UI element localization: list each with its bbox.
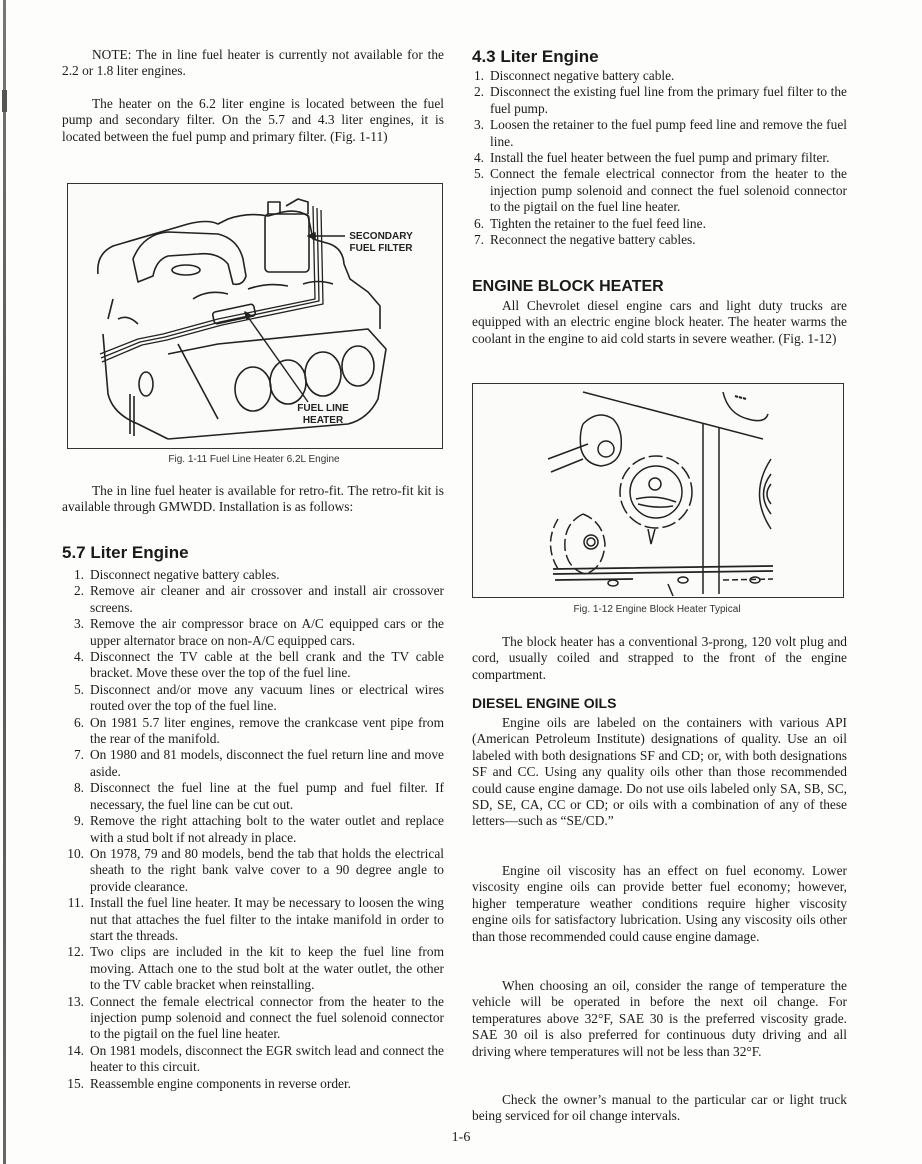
step-text: On 1980 and 81 models, disconnect the fuel return line and move aside. — [90, 747, 444, 779]
step-item — [462, 166, 847, 215]
step-number: 13. — [67, 993, 84, 1009]
step-item — [462, 216, 847, 232]
step-number: 3. — [473, 117, 484, 133]
callout-heater-line2: HEATER — [302, 414, 344, 426]
binding-mark — [2, 90, 7, 112]
step-item — [462, 232, 847, 248]
step-text: Install the fuel heater between the fuel pump and primary filter. — [490, 150, 830, 166]
step-text: Two clips are included in the kit to keep the fuel line from moving. Attach one to the stud bolt at the water outlet, the other to the TV cable bracket when reinstalling. — [90, 944, 444, 993]
step-item — [62, 846, 444, 895]
step-item — [62, 780, 444, 813]
step-text: Remove air cleaner and air crossover and install air crossover screens. — [90, 583, 444, 615]
note-paragraph: NOTE: The in line fuel heater is currently not available for the 2.2 or 1.8 liter engines. — [62, 47, 444, 79]
step-text: Connect the female electrical connector from the heater to the injection pump solenoid and connect the fuel solenoid connector to the pigtail on the fuel line heater. — [90, 993, 444, 1042]
engine-illustration — [68, 184, 442, 448]
step-text: Tighten the retainer to the fuel feed line. — [490, 215, 706, 231]
step-item — [462, 150, 847, 166]
step-number: 12. — [67, 944, 84, 960]
steps-4-3-liter-list — [462, 68, 847, 248]
step-number: 15. — [67, 1075, 84, 1091]
step-text: On 1981 models, disconnect the EGR switch lead and connect the heater to this circuit. — [90, 1042, 444, 1075]
step-item — [462, 84, 847, 117]
step-text: On 1978, 79 and 80 models, bend the tab that holds the electrical sheath to the right bank valve cover to a 90 degree angle to provide clearance. — [90, 845, 444, 894]
step-item — [62, 994, 444, 1043]
step-number: 3. — [73, 616, 84, 632]
oils-temperature-paragraph: When choosing an oil, consider the range of temperature the vehicle will be operated in before the next oil change. For temperatures above 32°F, SAE 30 is the preferred viscosity grade. SAE 30 oil is also preferred for continuous duty driving and all driving where temperatures will not be less than 32°F. — [472, 978, 847, 1059]
section-title-diesel-engine-oils: DIESEL ENGINE OILS — [472, 695, 617, 711]
intro-paragraph: The heater on the 6.2 liter engine is located between the fuel pump and secondary filter. On the 5.7 and 4.3 liter engines, it is located between the fuel pump and primary filter. (Fig. 1-11) — [62, 96, 444, 144]
section-title-4-3-liter: 4.3 Liter Engine — [472, 47, 599, 66]
steps-5-7-liter-list — [62, 567, 444, 1092]
step-item — [62, 715, 444, 748]
callout-secondary-fuel-filter — [346, 231, 416, 254]
step-item — [62, 747, 444, 780]
step-number: 10. — [67, 845, 84, 861]
step-item — [62, 895, 444, 944]
step-item — [62, 616, 444, 649]
figure-1-12-caption: Fig. 1-12 Engine Block Heater Typical — [573, 604, 741, 615]
step-number: 2. — [73, 583, 84, 599]
step-item — [62, 1076, 444, 1092]
step-item — [62, 649, 444, 682]
step-number: 7. — [73, 747, 84, 763]
step-text: Install the fuel line heater. It may be necessary to loosen the wing nut that attaches the fuel filter to the intake manifold in order to start the threads. — [90, 895, 444, 943]
page-binding-edge — [3, 0, 6, 1164]
step-number: 6. — [473, 215, 484, 231]
step-text: Disconnect negative battery cables. — [90, 567, 280, 582]
step-text: Remove the right attaching bolt to the water outlet and replace with a stud bolt if not already in place. — [90, 813, 444, 845]
step-text: Reconnect the negative battery cables. — [490, 232, 696, 248]
step-number: 6. — [73, 714, 84, 730]
block-heater-intro: All Chevrolet diesel engine cars and light duty trucks are equipped with an electric engine block heater. The heater warms the coolant in the engine to aid cold starts in severe weather. (Fig. 1-12) — [472, 298, 847, 346]
step-number: 1. — [73, 567, 84, 582]
callout-heater-line1: FUEL LINE — [297, 403, 349, 414]
step-item — [462, 117, 847, 150]
step-number: 7. — [473, 232, 484, 248]
step-text: Remove the air compressor brace on A/C equipped cars or the upper alternator brace on non-A/C equipped cars. — [90, 616, 444, 648]
step-text: Connect the female electrical connector from the heater to the injection pump solenoid and connect the fuel solenoid connector to the pigtail on the fuel line heater. — [490, 166, 847, 215]
step-item — [62, 583, 444, 616]
oils-viscosity-paragraph: Engine oil viscosity has an effect on fuel economy. Lower viscosity engine oils can provide better fuel economy; however, higher temperature weather conditions require higher viscosity engine oils for satisfactory lubrication. Using any viscosity oils other than those recommended could cause engine damage. — [472, 863, 847, 944]
step-number: 5. — [73, 681, 84, 697]
figure-engine-block-heater — [472, 383, 844, 598]
callout-secondary-line1: SECONDARY — [349, 231, 413, 242]
step-number: 11. — [67, 895, 84, 911]
section-title-engine-block-heater: ENGINE BLOCK HEATER — [472, 278, 664, 295]
step-item — [62, 567, 444, 583]
step-number: 8. — [73, 780, 84, 796]
step-text: Disconnect the fuel line at the fuel pump and fuel filter. If necessary, the fuel line can be cut out. — [90, 780, 444, 812]
step-text: Disconnect and/or move any vacuum lines or electrical wires routed over the top of the fuel line. — [90, 681, 444, 714]
block-heater-illustration — [473, 384, 843, 597]
callout-fuel-line-heater — [288, 403, 358, 426]
page-number: 1-6 — [451, 1130, 471, 1145]
step-item — [462, 68, 847, 84]
step-number: 9. — [73, 813, 84, 829]
figure-1-11-caption: Fig. 1-11 Fuel Line Heater 6.2L Engine — [168, 454, 340, 465]
step-number: 4. — [473, 150, 484, 166]
step-item — [62, 682, 444, 715]
retrofit-paragraph: The in line fuel heater is available for retro-fit. The retro-fit kit is available through GMWDD. Installation is as follows: — [62, 483, 444, 515]
step-number: 4. — [73, 649, 84, 665]
step-number: 14. — [67, 1042, 84, 1058]
step-item — [62, 944, 444, 993]
step-text: Disconnect the TV cable at the bell crank and the TV cable bracket. Move these over the top of the fuel line. — [90, 649, 444, 681]
block-heater-plug-paragraph: The block heater has a conventional 3-prong, 120 volt plug and cord, usually coiled and strapped to the front of the engine compartment. — [472, 634, 847, 682]
section-title-5-7-liter: 5.7 Liter Engine — [62, 543, 189, 562]
step-text: Disconnect negative battery cable. — [490, 68, 675, 83]
step-number: 2. — [473, 84, 484, 100]
step-text: On 1981 5.7 liter engines, remove the crankcase vent pipe from the rear of the manifold. — [90, 714, 444, 747]
figure-fuel-line-heater — [67, 183, 443, 449]
oils-quality-paragraph: Engine oils are labeled on the containers with various API (American Petroleum Institute) designations of quality. Use an oil labeled with both designations SF and CD; or, with both designations SF and CC. Using any quality oils other than those recommended could cause engine damage. Do not use oils labeled only SA, SB, SC, SD, SE, CA, CC or CD; or oils with a combination of any of these letters—such as “SE/CD.” — [472, 715, 847, 829]
step-item — [62, 813, 444, 846]
step-number: 5. — [473, 166, 484, 182]
step-item — [62, 1043, 444, 1076]
oils-change-interval-paragraph: Check the owner’s manual to the particular car or light truck being serviced for oil change intervals. — [472, 1092, 847, 1124]
callout-secondary-line2: FUEL FILTER — [349, 242, 413, 254]
step-number: 1. — [473, 68, 484, 83]
step-text: Disconnect the existing fuel line from the primary fuel filter to the fuel pump. — [490, 84, 847, 116]
step-text: Reassemble engine components in reverse order. — [90, 1075, 352, 1091]
step-text: Loosen the retainer to the fuel pump feed line and remove the fuel line. — [490, 117, 847, 149]
